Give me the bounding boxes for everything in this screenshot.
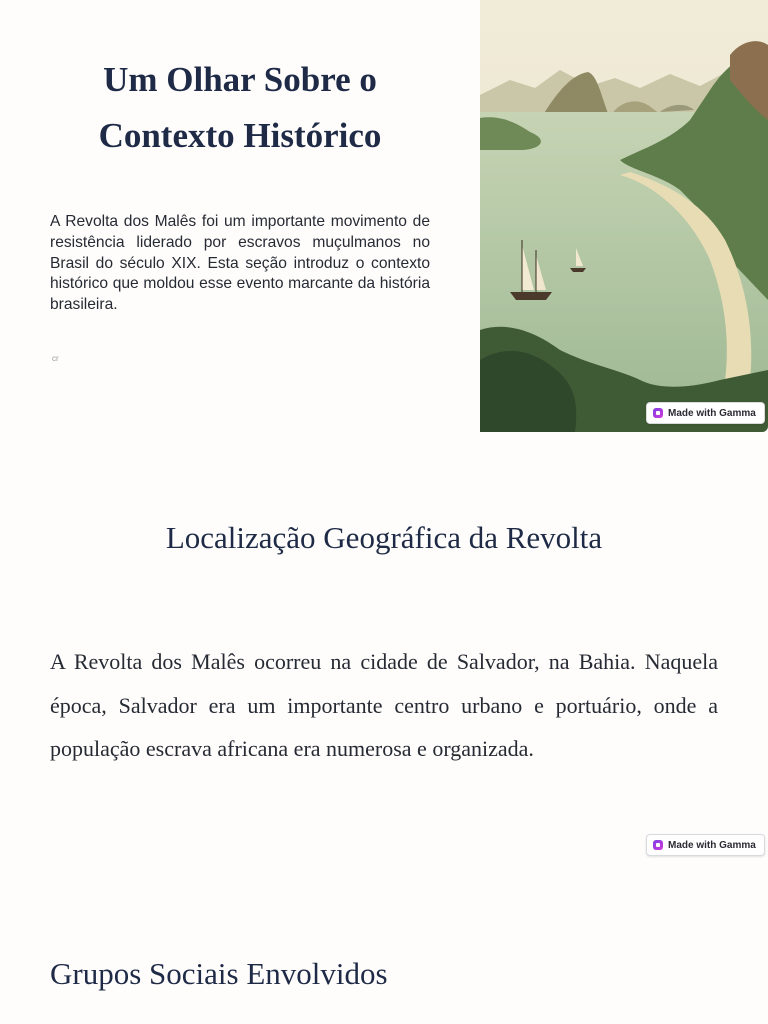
slide-body-text: A Revolta dos Malês foi um importante movimento de resistência liderado por escravos muçulmanos no Brasil do século XIX. Esta seção introduz o contexto histórico que moldou esse evento marcante da história brasileira.: [50, 213, 430, 314]
made-with-gamma-badge[interactable]: [646, 834, 765, 856]
slide-body-text: A Revolta dos Malês ocorreu na cidade de Salvador, na Bahia. Naquela época, Salvador era um importante centro urbano e portuário, onde a população escrava africana era numerosa e organizada.: [50, 649, 718, 761]
slide-historical-context: [0, 0, 768, 432]
title-line-2: Contexto Histórico: [98, 116, 382, 155]
landscape-image: [480, 0, 768, 432]
slide-title: Grupos Sociais Envolvidos: [50, 956, 388, 991]
slide-title: Localização Geográfica da Revolta: [165, 520, 603, 555]
gamma-logo-icon: [653, 408, 663, 418]
slide-geographic-location: [0, 432, 768, 864]
made-with-gamma-badge[interactable]: [646, 402, 765, 424]
coastal-landscape-illustration-icon: [480, 0, 768, 432]
gamma-badge-label: Made with Gamma: [668, 407, 756, 419]
title-line-1: Um Olhar Sobre o: [103, 60, 377, 99]
gamma-badge-label: Made with Gamma: [668, 839, 756, 851]
slide-text-panel: [0, 0, 480, 432]
slide-social-groups: [0, 864, 768, 1024]
slide-title: [30, 52, 450, 164]
small-mark: cr: [52, 354, 59, 363]
gamma-logo-icon: [653, 840, 663, 850]
